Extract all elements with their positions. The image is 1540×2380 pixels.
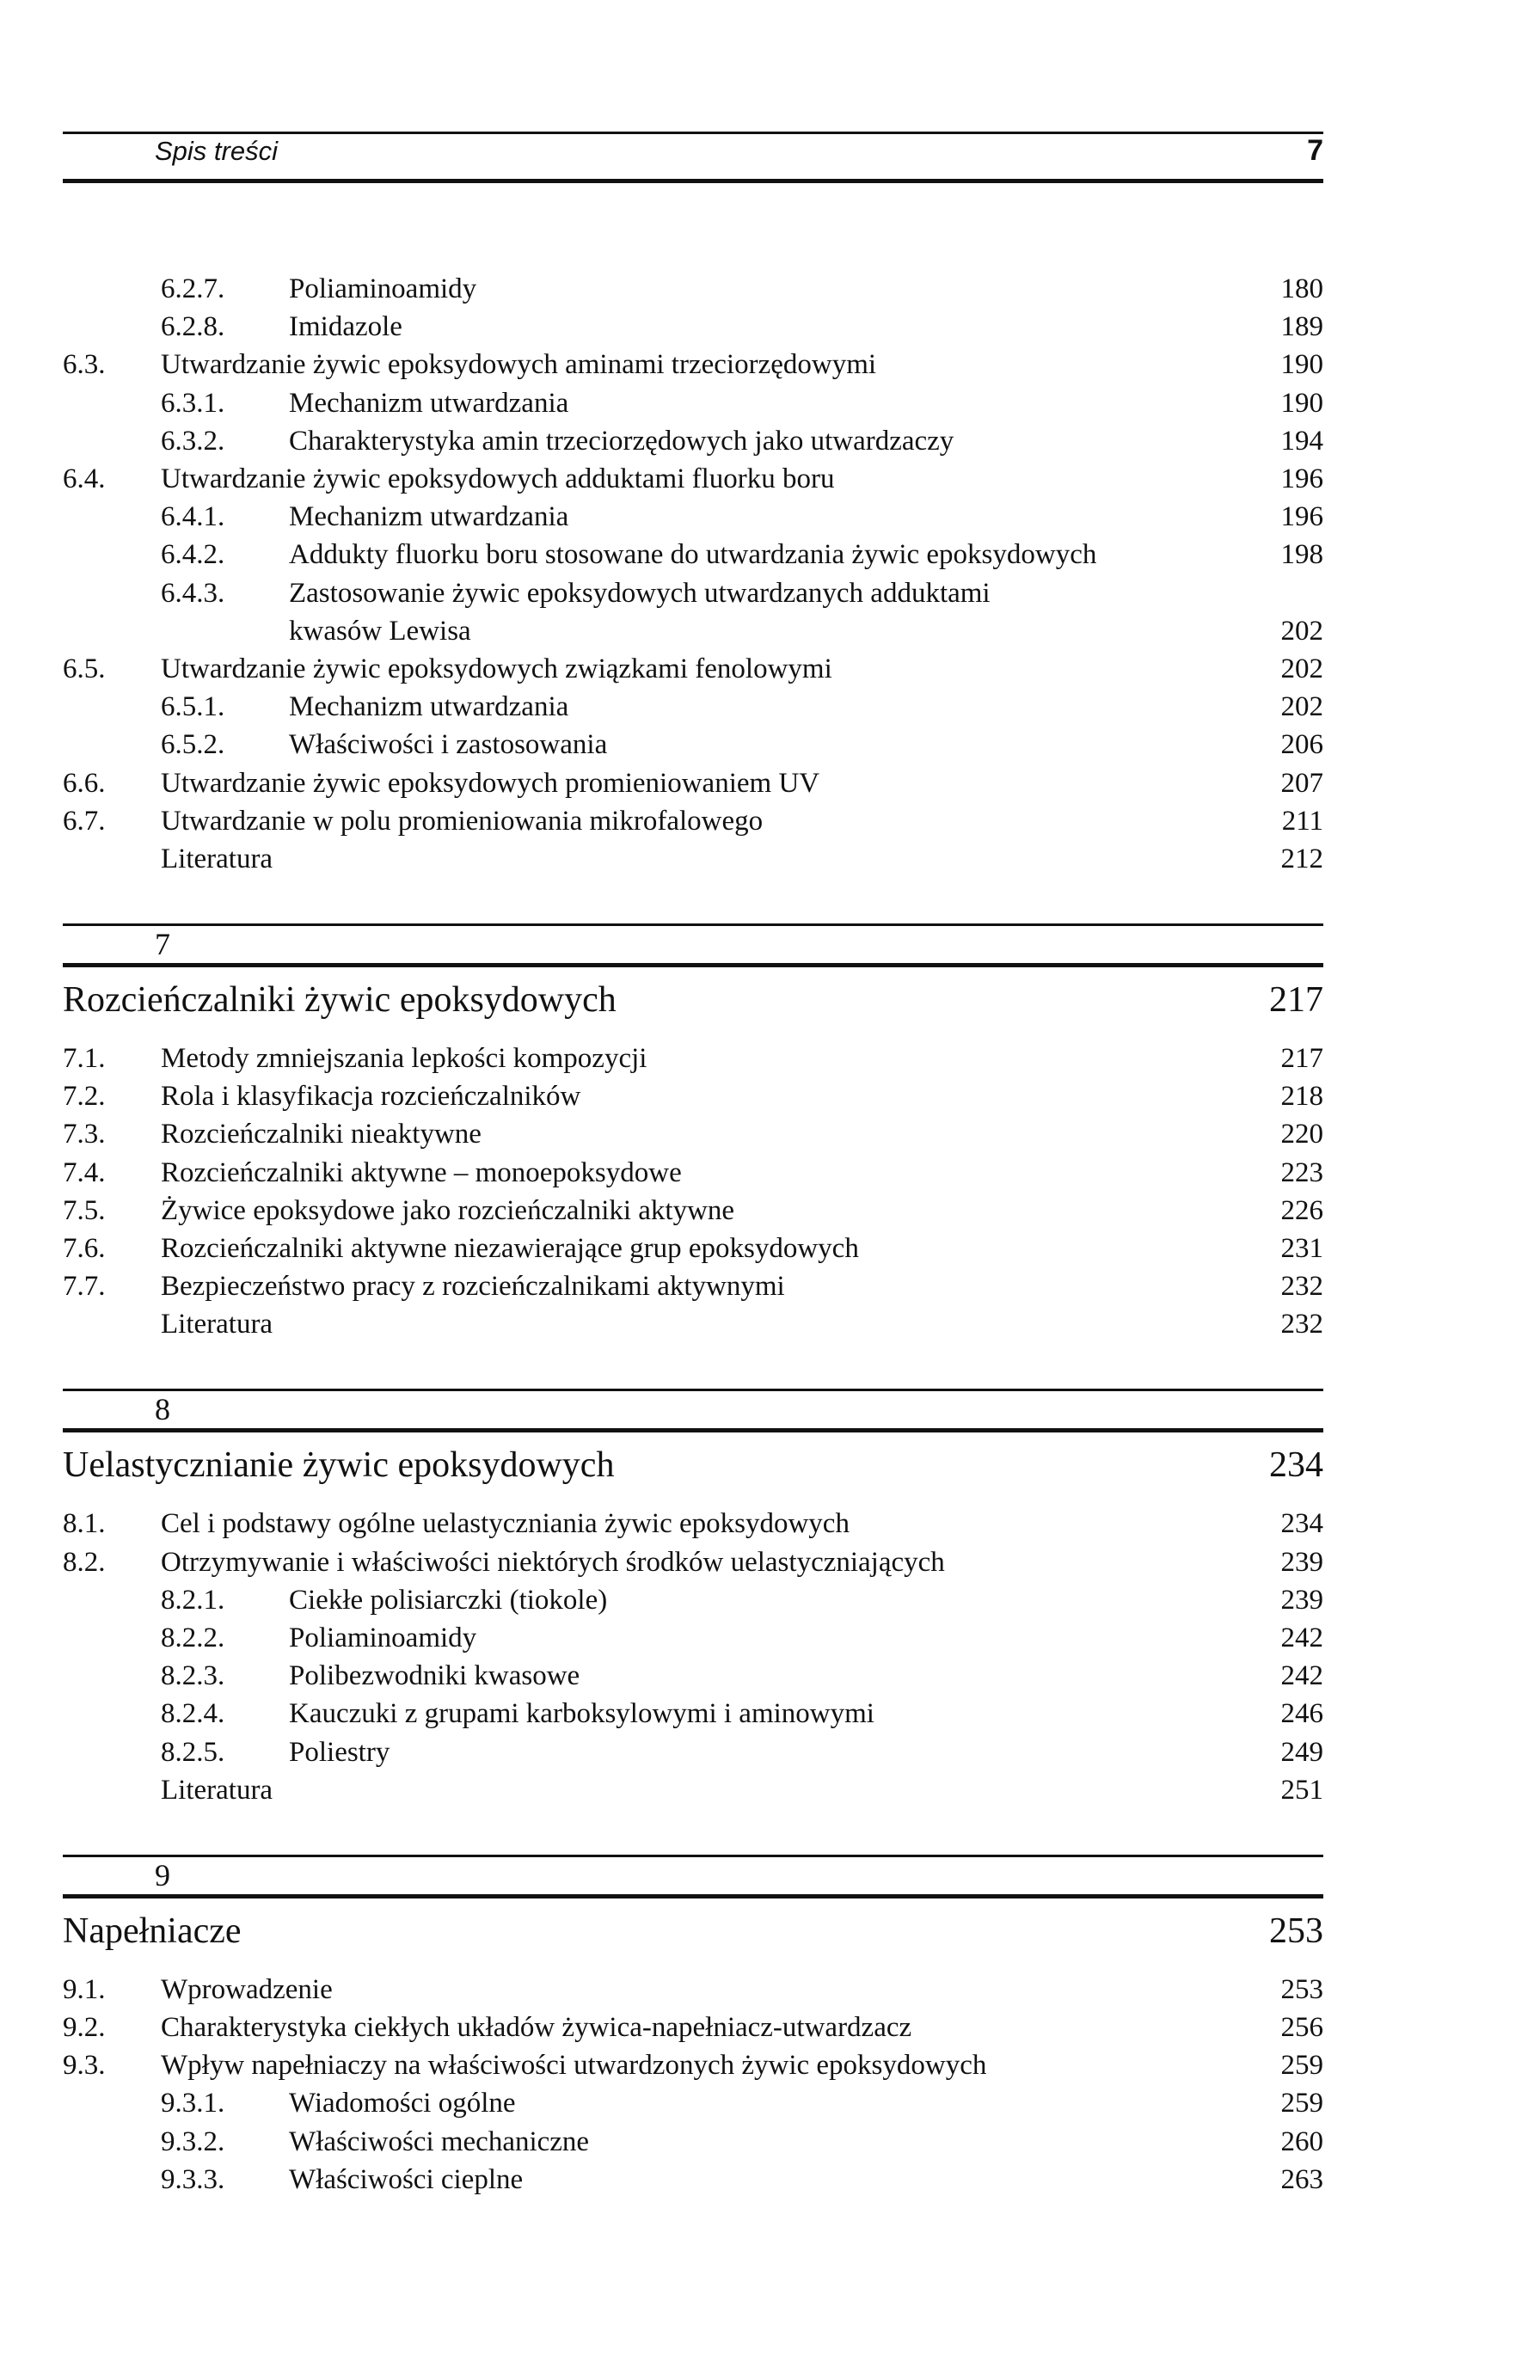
entry-number: 6.6.: [63, 767, 106, 799]
entry-title: Rozcieńczalniki aktywne niezawierające grup epoksydowych: [161, 1233, 859, 1264]
entry-number: 7.1.: [63, 1043, 106, 1074]
entry-title: Rozcieńczalniki nieaktywne: [161, 1119, 482, 1150]
entry-number: 7.4.: [63, 1156, 106, 1188]
entry-page: 180: [1280, 273, 1323, 304]
entry-page: 226: [1280, 1194, 1323, 1226]
entry-title: Zastosowanie żywic epoksydowych utwardzanych adduktami: [289, 577, 991, 609]
toc-entry: [0, 1733, 1540, 1771]
toc-entry: [0, 1305, 1540, 1343]
entry-title: Poliaminoamidy: [289, 273, 477, 304]
toc-entry: [0, 2123, 1540, 2161]
toc-entry: [0, 384, 1540, 422]
entry-title: Ciekłe polisiarczki (tiokole): [289, 1584, 608, 1616]
entry-number: 8.2.1.: [161, 1584, 225, 1616]
entry-number: 6.3.2.: [161, 425, 225, 457]
entry-page: 202: [1280, 615, 1323, 647]
entry-page: 242: [1280, 1622, 1323, 1653]
entry-page: 211: [1281, 805, 1323, 837]
entry-title: Wprowadzenie: [161, 1973, 333, 2005]
entry-page: 246: [1280, 1698, 1323, 1730]
entry-title: Utwardzanie żywic epoksydowych aminami trzeciorzędowymi: [161, 349, 877, 381]
entry-page: 249: [1280, 1736, 1323, 1768]
entry-number: 6.5.: [63, 653, 106, 684]
chapter-bottom-rule: [63, 1894, 1323, 1898]
entry-title: Mechanizm utwardzania: [289, 501, 569, 533]
entry-title: Charakterystyka ciekłych układów żywica-napełniacz-utwardzacz: [161, 2012, 912, 2043]
entry-title: Addukty fluorku boru stosowane do utwardzania żywic epoksydowych: [289, 539, 1097, 571]
entry-page: 259: [1280, 2088, 1323, 2119]
entry-number: 9.3.1.: [161, 2088, 225, 2119]
entry-page: 253: [1280, 1973, 1323, 2005]
entry-page: 220: [1280, 1119, 1323, 1150]
entry-number: 9.2.: [63, 2012, 106, 2043]
entry-number: 6.5.1.: [161, 691, 225, 723]
entry-title: Mechanizm utwardzania: [289, 387, 569, 419]
toc-entry: [0, 2084, 1540, 2122]
entry-page: 256: [1280, 2012, 1323, 2043]
entry-page: 217: [1280, 1043, 1323, 1074]
entry-title: Właściwości i zastosowania: [289, 729, 608, 761]
entry-number: 9.3.2.: [161, 2125, 225, 2157]
chapter-top-rule: [63, 1855, 1323, 1857]
toc-entry: [0, 346, 1540, 383]
entry-title: Utwardzanie żywic epoksydowych adduktami fluorku boru: [161, 463, 835, 494]
entry-number: 6.4.1.: [161, 501, 225, 533]
toc-entry: [0, 308, 1540, 346]
toc-entry: [0, 1581, 1540, 1619]
entry-title: Cel i podstawy ogólne uelastyczniania żywic epoksydowych: [161, 1508, 850, 1540]
toc-entry: [0, 1267, 1540, 1305]
toc-entry: [0, 2046, 1540, 2084]
toc-entry: [0, 1077, 1540, 1115]
entry-number: 6.3.: [63, 349, 106, 381]
page-number: 7: [1307, 134, 1323, 167]
entry-number: 9.1.: [63, 1973, 106, 2005]
entry-page: 202: [1280, 653, 1323, 684]
toc-entry: [0, 840, 1540, 878]
toc-entry: [0, 1230, 1540, 1267]
entry-title: Literatura: [161, 1309, 273, 1340]
entry-title: Poliestry: [289, 1736, 390, 1768]
toc-entry: [0, 1695, 1540, 1733]
entry-page: 212: [1280, 843, 1323, 874]
chapter-page: 234: [1269, 1445, 1323, 1486]
entry-page: 260: [1280, 2125, 1323, 2157]
entry-title: Bezpieczeństwo pracy z rozcieńczalnikami aktywnymi: [161, 1271, 785, 1303]
entry-title: Imidazole: [289, 311, 402, 343]
running-header-title: Spis treści: [155, 136, 278, 166]
chapter-title: Rozcieńczalniki żywic epoksydowych: [63, 980, 617, 1020]
header-top-rule: [63, 132, 1323, 134]
entry-page: 202: [1280, 691, 1323, 723]
entry-number: 8.2.2.: [161, 1622, 225, 1653]
toc-entry: [0, 498, 1540, 536]
entry-number: 6.7.: [63, 805, 106, 837]
entry-number: 7.6.: [63, 1233, 106, 1264]
toc-entry: [0, 1657, 1540, 1695]
entry-number: 6.4.: [63, 463, 106, 494]
chapter-page: 217: [1269, 980, 1323, 1020]
toc-entry: [0, 650, 1540, 688]
toc-entry: [0, 1771, 1540, 1809]
entry-number: 6.2.8.: [161, 311, 225, 343]
toc-entry: [0, 1619, 1540, 1657]
entry-title: kwasów Lewisa: [289, 615, 471, 647]
entry-number: 9.3.3.: [161, 2163, 225, 2195]
toc-entry: [0, 1971, 1540, 2009]
chapter-number: 8: [155, 1392, 170, 1427]
chapter-bottom-rule: [63, 1428, 1323, 1432]
toc-entry: [0, 726, 1540, 764]
chapter-title: Uelastycznianie żywic epoksydowych: [63, 1445, 615, 1486]
entry-page: 232: [1280, 1309, 1323, 1340]
entry-title: Metody zmniejszania lepkości kompozycji: [161, 1043, 647, 1074]
entry-page: 239: [1280, 1584, 1323, 1616]
entry-number: 7.5.: [63, 1194, 106, 1226]
entry-title: Poliaminoamidy: [289, 1622, 477, 1653]
entry-page: 190: [1280, 349, 1323, 381]
entry-title: Właściwości cieplne: [289, 2163, 524, 2195]
chapter-top-rule: [63, 1389, 1323, 1391]
entry-page: 218: [1280, 1081, 1323, 1113]
entry-page: 263: [1280, 2163, 1323, 2195]
entry-title: Rozcieńczalniki aktywne – monoepoksydowe: [161, 1156, 682, 1188]
entry-number: 7.2.: [63, 1081, 106, 1113]
entry-title: Literatura: [161, 843, 273, 874]
toc-entry: [0, 1192, 1540, 1230]
entry-page: 206: [1280, 729, 1323, 761]
toc-entry: [0, 460, 1540, 498]
toc-entry: [0, 1040, 1540, 1077]
entry-title: Otrzymywanie i właściwości niektórych środków uelastyczniających: [161, 1546, 945, 1578]
entry-number: 7.3.: [63, 1119, 106, 1150]
toc-entry: [0, 1505, 1540, 1543]
entry-number: 6.3.1.: [161, 387, 225, 419]
entry-page: 196: [1280, 501, 1323, 533]
toc-entry: [0, 574, 1540, 612]
toc-entry: [0, 536, 1540, 574]
chapter-number: 7: [155, 927, 170, 961]
chapter-number: 9: [155, 1857, 170, 1892]
toc-entry: [0, 1115, 1540, 1153]
entry-number: 8.2.5.: [161, 1736, 225, 1768]
entry-page: 194: [1280, 425, 1323, 457]
entry-title: Utwardzanie żywic epoksydowych związkami fenolowymi: [161, 653, 832, 684]
toc-entry: [0, 688, 1540, 726]
entry-title: Polibezwodniki kwasowe: [289, 1660, 580, 1692]
entry-page: 198: [1280, 539, 1323, 571]
entry-number: 8.1.: [63, 1508, 106, 1540]
entry-title: Kauczuki z grupami karboksylowymi i aminowymi: [289, 1698, 874, 1730]
entry-page: 259: [1280, 2050, 1323, 2082]
toc-entry: [0, 612, 1540, 650]
toc-entry: [0, 764, 1540, 802]
entry-title: Żywice epoksydowe jako rozcieńczalniki aktywne: [161, 1194, 735, 1226]
entry-page: 190: [1280, 387, 1323, 419]
entry-page: 207: [1280, 767, 1323, 799]
entry-number: 8.2.3.: [161, 1660, 225, 1692]
entry-page: 189: [1280, 311, 1323, 343]
entry-page: 231: [1280, 1233, 1323, 1264]
entry-number: 6.2.7.: [161, 273, 225, 304]
toc-entry: [0, 1154, 1540, 1192]
entry-page: 234: [1280, 1508, 1323, 1540]
entry-page: 239: [1280, 1546, 1323, 1578]
chapter-top-rule: [63, 923, 1323, 926]
entry-title: Charakterystyka amin trzeciorzędowych jako utwardzaczy: [289, 425, 954, 457]
toc-entry: [0, 270, 1540, 308]
entry-page: 223: [1280, 1156, 1323, 1188]
entry-title: Wpływ napełniaczy na właściwości utwardzonych żywic epoksydowych: [161, 2050, 987, 2082]
chapter-bottom-rule: [63, 963, 1323, 967]
entry-title: Utwardzanie żywic epoksydowych promieniowaniem UV: [161, 767, 820, 799]
toc-entry: [0, 1543, 1540, 1581]
chapter-title: Napełniacze: [63, 1911, 242, 1951]
entry-title: Właściwości mechaniczne: [289, 2125, 590, 2157]
toc-entry: [0, 2009, 1540, 2046]
chapter-page: 253: [1269, 1911, 1323, 1951]
entry-number: 9.3.: [63, 2050, 106, 2082]
entry-page: 232: [1280, 1271, 1323, 1303]
header-bottom-rule: [63, 179, 1323, 183]
entry-title: Rola i klasyfikacja rozcieńczalników: [161, 1081, 581, 1113]
entry-number: 6.4.3.: [161, 577, 225, 609]
entry-number: 6.4.2.: [161, 539, 225, 571]
entry-number: 8.2.4.: [161, 1698, 225, 1730]
entry-page: 251: [1280, 1774, 1323, 1806]
entry-title: Wiadomości ogólne: [289, 2088, 516, 2119]
toc-entry: [0, 2161, 1540, 2199]
entry-page: 242: [1280, 1660, 1323, 1692]
toc-entry: [0, 802, 1540, 840]
toc-entry: [0, 422, 1540, 460]
entry-number: 6.5.2.: [161, 729, 225, 761]
entry-number: 8.2.: [63, 1546, 106, 1578]
entry-title: Utwardzanie w polu promieniowania mikrofalowego: [161, 805, 764, 837]
entry-title: Literatura: [161, 1774, 273, 1806]
entry-number: 7.7.: [63, 1271, 106, 1303]
entry-page: 196: [1280, 463, 1323, 494]
entry-title: Mechanizm utwardzania: [289, 691, 569, 723]
